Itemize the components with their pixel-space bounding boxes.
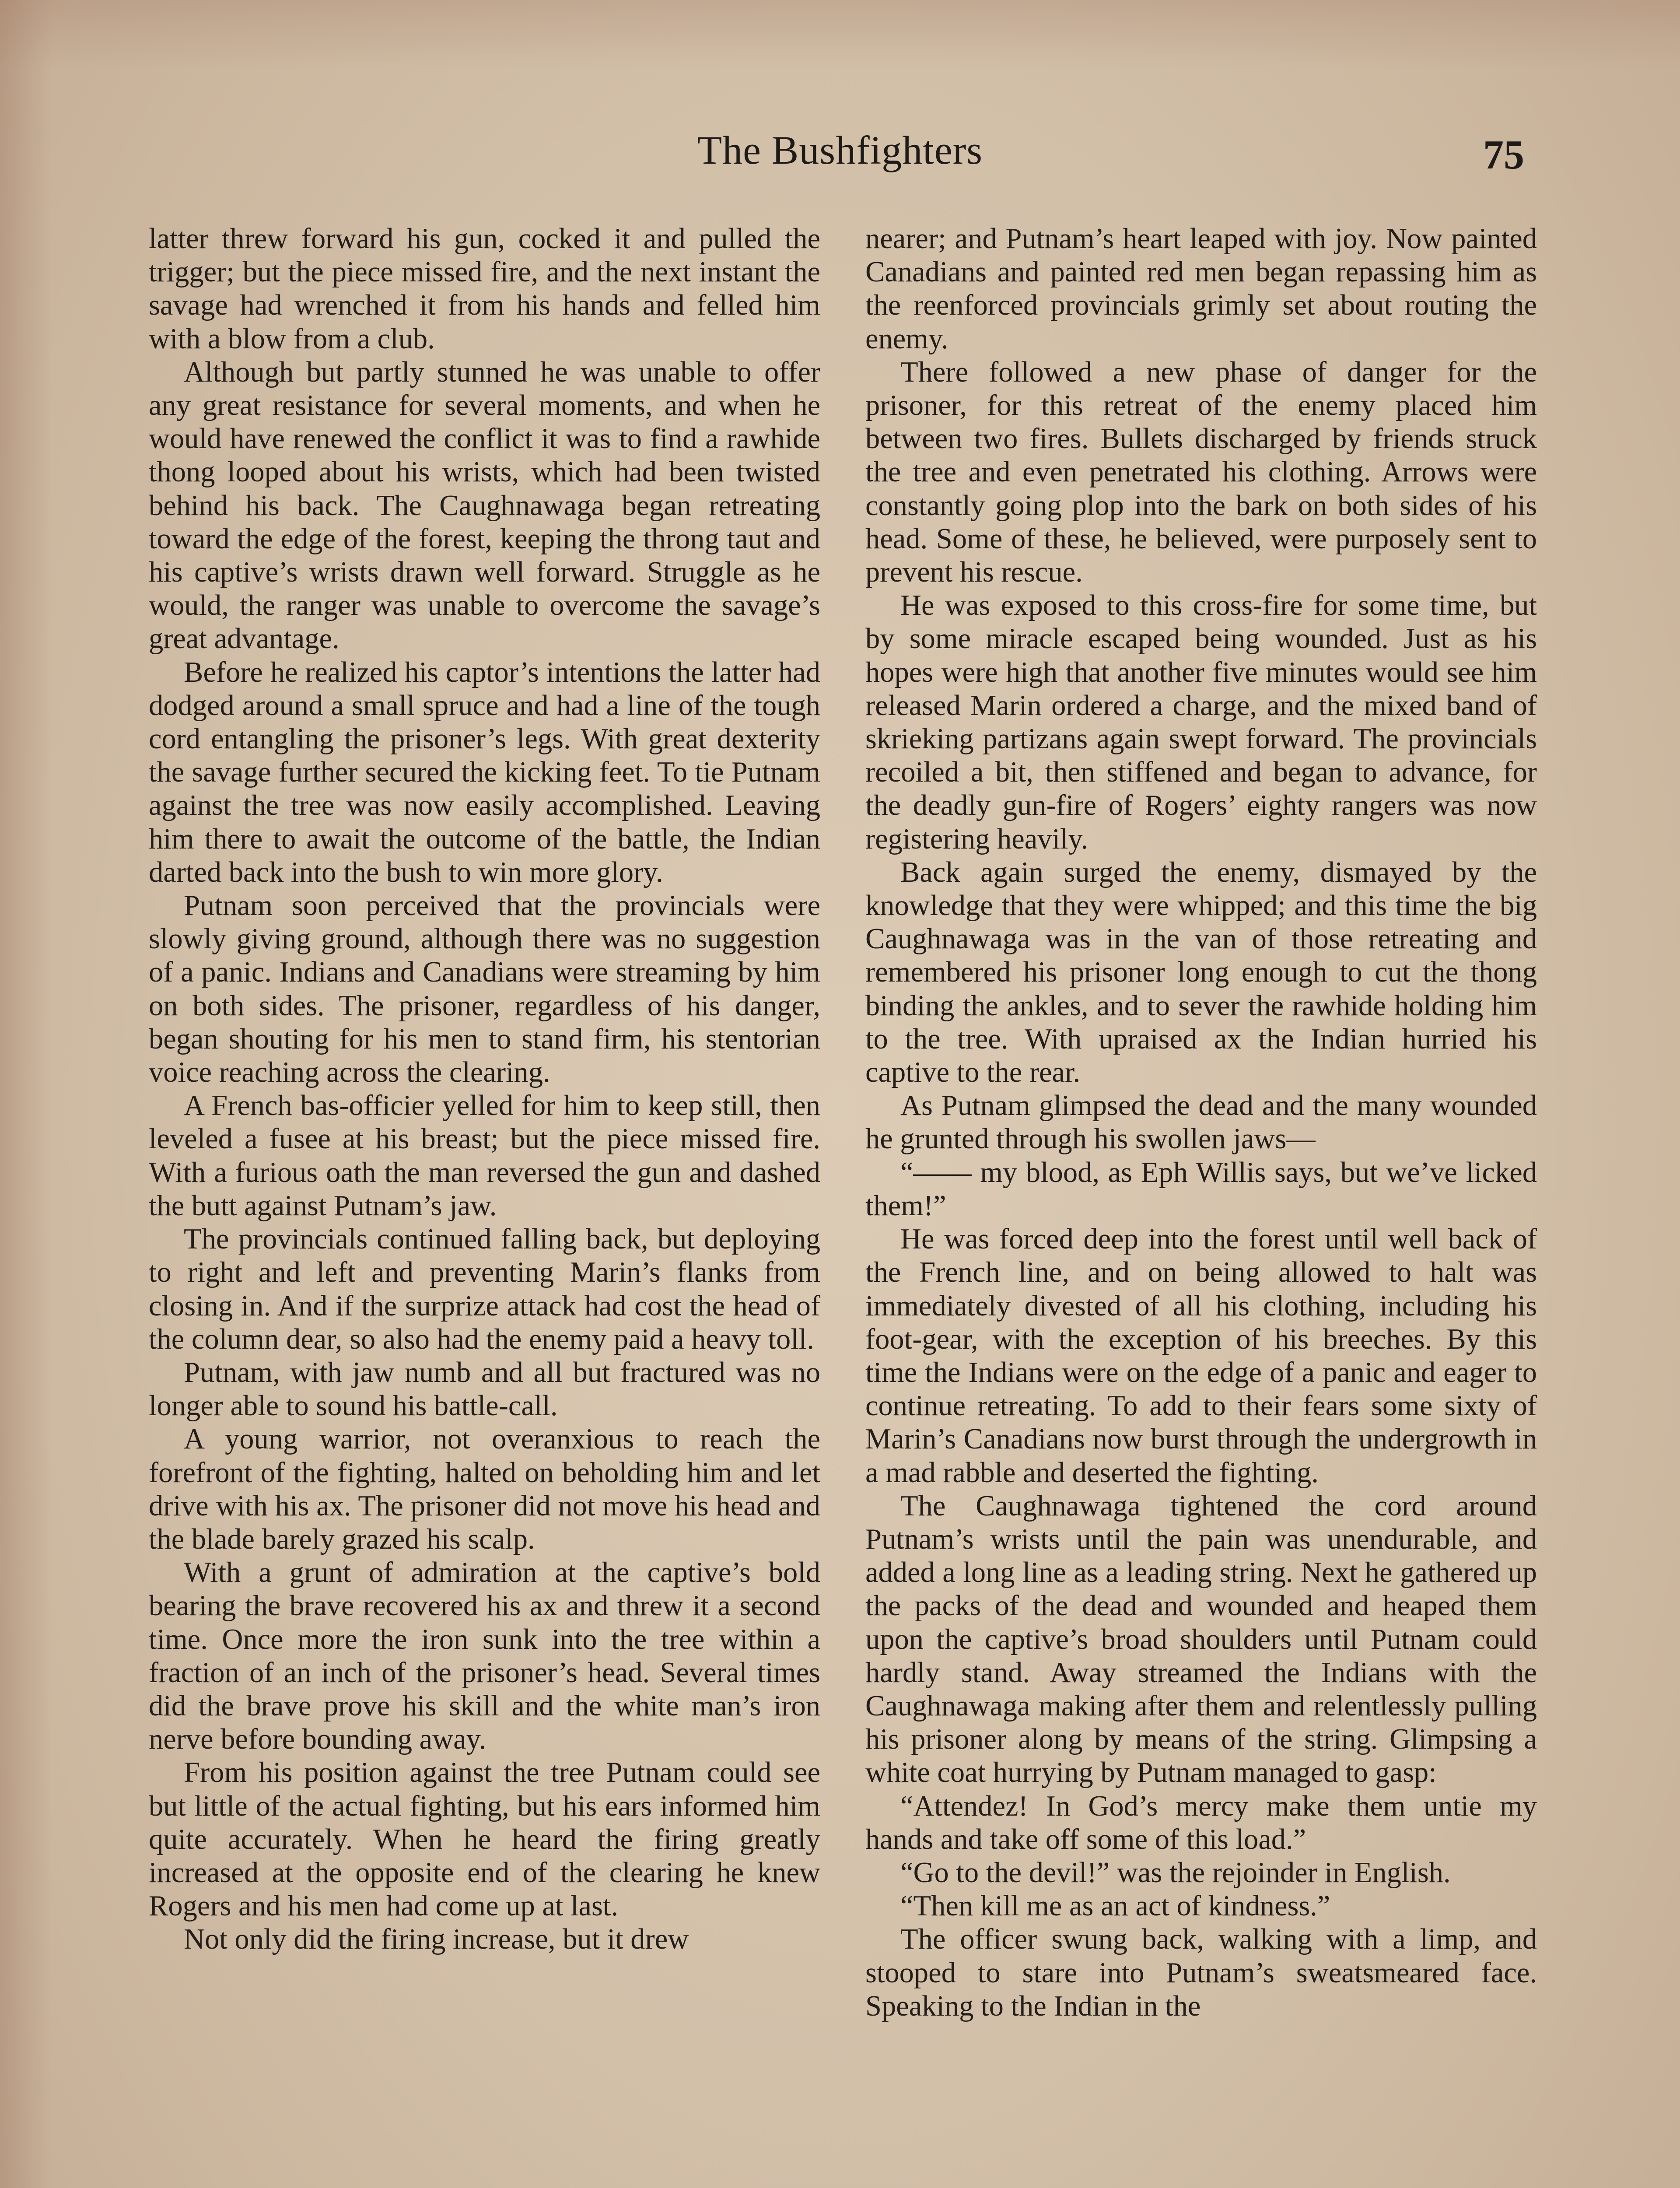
text-column-right: [865, 222, 1537, 2188]
paragraph: Putnam soon perceived that the provincials were slowly giving ground, although there was no suggestion of a panic. Indians and Canadians were streaming by him on both sides. The prisoner, regardless of his danger, began shouting for his men to stand firm, his stentorian voice reaching across the clearing.: [149, 890, 820, 1089]
paragraph: As Putnam glimpsed the dead and the many wounded he grunted through his swollen jaws—: [865, 1090, 1537, 1155]
paragraph: latter threw forward his gun, cocked it and pulled the trigger; but the piece missed fire, and the next instant the savage had wrenched it from his hands and felled him with a blow from a club.: [149, 223, 820, 355]
text-column-left: [149, 222, 820, 2188]
paragraph: nearer; and Putnam’s heart leaped with joy. Now painted Canadians and painted red men began repassing him as the reenforced provincials grimly set about routing the enemy.: [865, 223, 1537, 355]
paragraph: “Attendez! In God’s mercy make them untie my hands and take off some of this load.”: [865, 1790, 1537, 1855]
paragraph: Not only did the firing increase, but it drew: [184, 1923, 689, 1956]
paragraph: He was forced deep into the forest until well back of the French line, and on being allowed to halt was immediately divested of all his clothing, including his foot-gear, with the exception of his breeches. By this time the Indians were on the edge of a panic and eager to continue retreating. To add to their fears some sixty of Marin’s Canadians now burst through the undergrowth in a mad rabble and deserted the fighting.: [865, 1223, 1537, 1489]
page-edge-shadow: [0, 0, 52, 2188]
paragraph: The provincials continued falling back, but deploying to right and left and preventing Marin’s flanks from closing in. And if the surprize attack had cost the head of the column dear, so also had the enemy paid a heavy toll.: [149, 1223, 820, 1355]
paragraph: He was exposed to this cross-fire for some time, but by some miracle escaped being wounded. Just as his hopes were high that another five minutes would see him released Marin ordered a charge, and the mixed band of skrieking partizans again swept forward. The provincials recoiled a bit, then stiffened and began to advance, for the deadly gun-fire of Rogers’ eighty rangers was now registering heavily.: [865, 589, 1537, 855]
paragraph: There followed a new phase of danger for the prisoner, for this retreat of the enemy placed him between two fires. Bullets discharged by friends struck the tree and even penetrated his clothing. Arrows were constantly going plop into the bark on both sides of his head. Some of these, he believed, were purposely sent to prevent his rescue.: [865, 356, 1537, 589]
paragraph: With a grunt of admiration at the captive’s bold bearing the brave recovered his ax and threw it a second time. Once more the iron sunk into the tree within a fraction of an inch of the prisoner’s head. Several times did the brave prove his skill and the white man’s iron nerve before bounding away.: [149, 1557, 820, 1756]
paragraph: A young warrior, not overanxious to reach the forefront of the fighting, halted on beholding him and let drive with his ax. The prisoner did not move his head and the blade barely grazed his scalp.: [149, 1423, 820, 1555]
paragraph: “—— my blood, as Eph Willis says, but we’ve licked them!”: [865, 1156, 1537, 1222]
paragraph: “Then kill me as an act of kindness.”: [900, 1890, 1330, 1922]
paragraph: Before he realized his captor’s intentions the latter had dodged around a small spruce and had a line of the tough cord entangling the prisoner’s legs. With great dexterity the savage further secured the kicking feet. To tie Putnam against the tree was now easily accomplished. Leaving him there to await the outcome of the battle, the Indian darted back into the bush to win more glory.: [149, 656, 820, 888]
paragraph: A French bas-officier yelled for him to keep still, then leveled a fusee at his breast; but the piece missed fire. With a furious oath the man reversed the gun and dashed the butt against Putnam’s jaw.: [149, 1090, 820, 1222]
paragraph: The officer swung back, walking with a limp, and stooped to stare into Putnam’s sweatsmeared face. Speaking to the Indian in the: [865, 1923, 1537, 2022]
paragraph: From his position against the tree Putnam could see but little of the actual fighting, but his ears informed him quite accurately. When he heard the firing greatly increased at the opposite end of the clearing he knew Rogers and his men had come up at last.: [149, 1757, 820, 1922]
page-number: 75: [1483, 132, 1524, 178]
page-top-shadow: [0, 0, 1680, 70]
running-head-title: The Bushfighters: [697, 128, 983, 172]
paragraph: Although but partly stunned he was unable to offer any great resistance for several moments, and when he would have renewed the conflict it was to find a rawhide thong looped about his wrists, which had been twisted behind his back. The Caughnawaga began retreating toward the edge of the forest, keeping the throng taut and his captive’s wrists drawn well forward. Struggle as he would, the ranger was unable to overcome the savage’s great advantage.: [149, 356, 820, 655]
paragraph: Back again surged the enemy, dismayed by the knowledge that they were whipped; and this time the big Caughnawaga was in the van of those retreating and remembered his prisoner long enough to cut the thong binding the ankles, and to sever the rawhide holding him to the tree. With upraised ax the Indian hurried his captive to the rear.: [865, 856, 1537, 1089]
paragraph: Putnam, with jaw numb and all but fractured was no longer able to sound his battle-call.: [149, 1356, 820, 1422]
paragraph: The Caughnawaga tightened the cord around Putnam’s wrists until the pain was unendurable, and added a long line as a leading string. Next he gathered up the packs of the dead and wounded and heaped them upon the captive’s broad shoulders until Putnam could hardly stand. Away streamed the Indians with the Caughnawaga making after them and relentlessly pulling his prisoner along by means of the string. Glimpsing a white coat hurrying by Putnam managed to gasp:: [865, 1490, 1537, 1789]
paragraph: “Go to the devil!” was the rejoinder in English.: [900, 1856, 1451, 1889]
